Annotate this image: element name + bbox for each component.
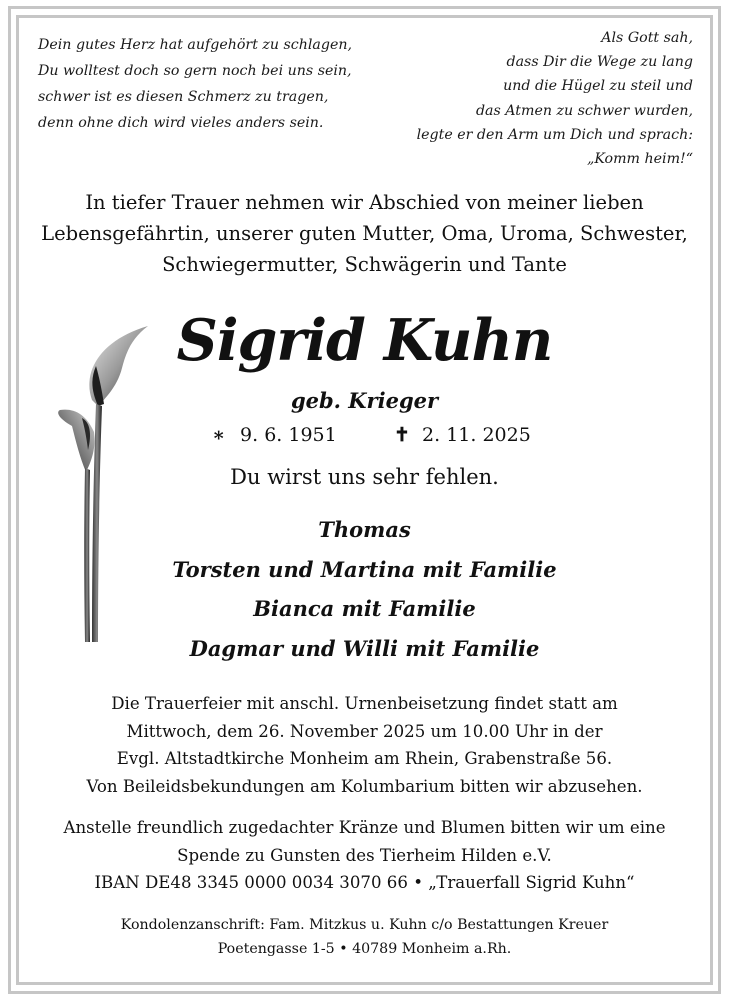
verse-right-line: legte er den Arm um Dich und sprach: — [416, 126, 693, 143]
footer-line: Poetengasse 1-5 • 40789 Monheim a.Rh. — [217, 941, 512, 957]
birth-info — [212, 420, 337, 450]
verse-left-line: denn ohne dich wird vieles anders sein. — [38, 115, 324, 131]
donation-info — [20, 814, 709, 897]
verse-right-line: und die Hügel zu steil und — [503, 78, 693, 95]
ceremony-line: Die Trauerfeier mit anschl. Urnenbeisetzung findet statt am — [111, 694, 618, 713]
ceremony-info — [20, 690, 709, 800]
mourner-entry: Thomas — [318, 517, 411, 542]
verse-right-line: das Atmen zu schwer wurden, — [475, 102, 693, 119]
motto: Du wirst uns sehr fehlen. — [230, 465, 499, 489]
birth-date: 9. 6. 1951 — [240, 424, 337, 446]
cross-icon: ✝ — [394, 424, 410, 446]
death-info — [394, 420, 531, 450]
footer-line: Kondolenzanschrift: Fam. Mitzkus u. Kuhn c/o Bestattungen Kreuer — [120, 917, 609, 933]
verse-right-line: „Komm heim!“ — [586, 151, 693, 168]
mourners-list — [100, 510, 629, 668]
donation-line: Anstelle freundlich zugedachter Kränze und Blumen bitten wir um eine — [63, 818, 666, 837]
deceased-name: Sigrid Kuhn — [176, 307, 553, 374]
condolence-address — [20, 913, 709, 961]
ceremony-line: Evgl. Altstadtkirche Monheim am Rhein, Grabenstraße 56. — [116, 749, 613, 768]
death-date: 2. 11. 2025 — [422, 424, 531, 446]
donation-line: Spende zu Gunsten des Tierheim Hilden e.V. — [177, 845, 552, 865]
verse-right-line: Als Gott sah, — [601, 30, 693, 46]
ceremony-line: Mittwoch, dem 26. November 2025 um 10.00 Uhr in der — [126, 721, 603, 741]
intro-line: In tiefer Trauer nehmen wir Abschied von meiner lieben — [85, 191, 644, 214]
verse-left-line: Dein gutes Herz hat aufgehört zu schlagen, — [38, 37, 353, 53]
intro-text — [20, 187, 709, 280]
donation-line: IBAN DE48 3345 0000 0034 3070 66 • „Trauerfall Sigrid Kuhn“ — [94, 873, 635, 892]
asterisk-icon: ∗ — [212, 424, 226, 446]
verse-left-line: Du wolltest doch so gern noch bei uns sein, — [38, 63, 352, 79]
verse-right-line: dass Dir die Wege zu lang — [506, 54, 693, 71]
verse-right — [313, 26, 693, 171]
birth-name: geb. Krieger — [290, 388, 439, 413]
mourner-entry: Bianca mit Familie — [253, 596, 476, 621]
mourner-entry: Torsten und Martina mit Familie — [172, 556, 557, 582]
ceremony-line: Von Beileidsbekundungen am Kolumbarium bitten wir abzusehen. — [86, 776, 643, 796]
verse-left-line: schwer ist es diesen Schmerz zu tragen, — [38, 89, 329, 105]
intro-line: Schwiegermutter, Schwägerin und Tante — [162, 253, 567, 276]
intro-line: Lebensgefährtin, unserer guten Mutter, Oma, Uroma, Schwester, — [41, 222, 688, 245]
mourner-entry: Dagmar und Willi mit Familie — [189, 635, 540, 661]
